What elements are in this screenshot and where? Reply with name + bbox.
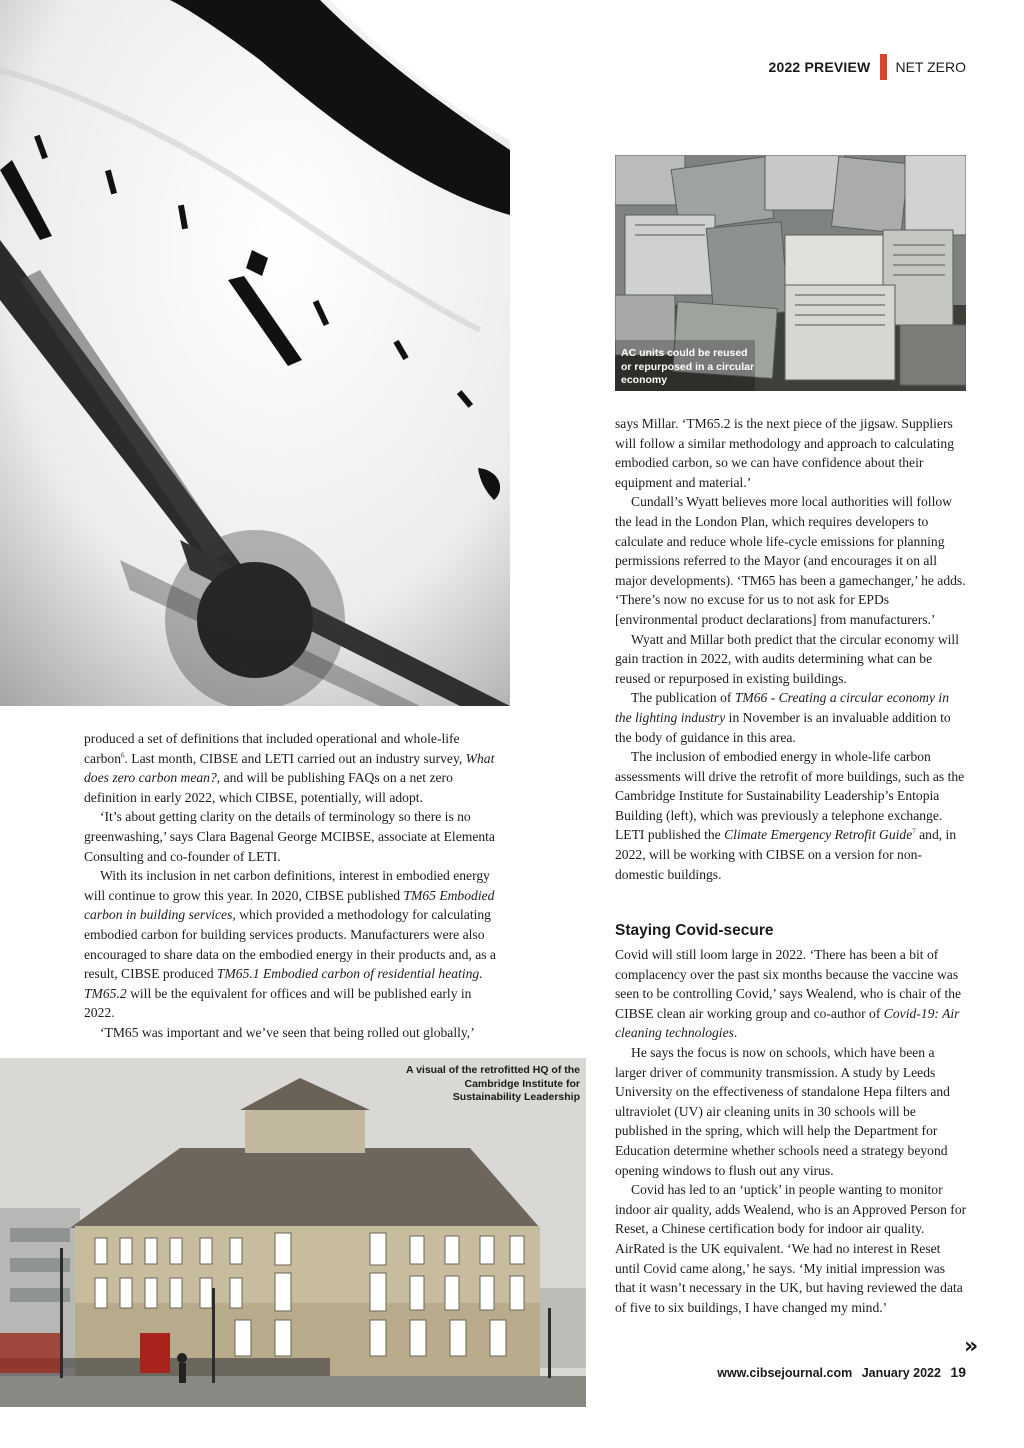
text-run: . (733, 1025, 738, 1041)
publication-title: What does zero carbon mean? (84, 750, 495, 786)
publication-title: TM66 - Creating a circular economy in the lighting industry (615, 690, 950, 725)
website-url[interactable]: www.cibsejournal.com (717, 1366, 853, 1380)
right-column-bottom (615, 945, 967, 1317)
section-label: 2022 PREVIEW (768, 59, 871, 75)
text-run: , which provided a methodology for calculating embodied carbon for building services products. Manufacturers were also encouraged to share data on the embodied energy in their products and, as a result, CIBSE produced (84, 907, 496, 982)
text-run: . Last month, CIBSE and LETI carried out an industry survey, (124, 750, 466, 766)
publication-title: Covid-19: Air cleaning technologies (615, 1005, 960, 1041)
text-run: , and will be publishing FAQs on a net zero definition in early 2022, which CIBSE, potentially, will adopt. (84, 770, 453, 805)
text-run: will be the equivalent for offices and will be published early in 2022. (84, 985, 472, 1021)
paragraph: ‘It’s about getting clarity on the details of terminology so there is no greenwashing,’ says Clara Bagenal George MCIBSE, associate at Elementa Consulting and co-founder of LETI. (84, 809, 495, 864)
text-run: The inclusion of embodied energy in whole-life carbon assessments will drive the retrofit of more buildings, such as the Cambridge Institute for Sustainability Leadership’s Entopia Building (left), which was previously a telephone exchange. LETI published the (615, 749, 965, 843)
paragraph: He says the focus is now on schools, which have been a larger driver of community transmission. A study by Leeds University on the effectiveness of standalone Hepa filters and ultraviolet (UV) air cleaning units in 30 schools will be published in the spring, which will help the Department for Education determine whether schools need a strategy beyond opening windows to flush out any virus. (615, 1044, 950, 1178)
paragraph: says Millar. ‘TM65.2 is the next piece of the jigsaw. Suppliers will follow a similar methodology and approach to calculating embodied carbon, so we can have confidence about their equipment and material.’ (615, 416, 955, 490)
publication-title: TM65 Embodied carbon in building services (84, 887, 495, 923)
paragraph: Cundall’s Wyatt believes more local authorities will follow the lead in the London Plan, which requires developers to calculate and reduce whole life-cycle emissions for planning permissions referred to the Mayor (and encourages it on all major developments). ‘TM65 has been a gamechanger,’ he adds. ‘There’s now no excuse for us to not ask for EPDs [environmental product declarations] from manufacturers.’ (615, 494, 966, 627)
paragraph (84, 729, 504, 807)
building-photo-caption: A visual of the retrofitted HQ of the Cambridge Institute for Sustainability Leadership (405, 1064, 580, 1103)
publication-title: TM65.1 Embodied carbon of residential heating. TM65.2 (84, 966, 483, 1001)
paragraph: ‘TM65 was important and we’ve seen that being rolled out globally,’ (100, 1024, 475, 1040)
paragraph (615, 747, 967, 884)
header-accent-bar (880, 54, 887, 80)
issue-date: January 2022 (861, 1366, 941, 1380)
publication-title: Climate Emergency Retrofit Guide (724, 827, 913, 843)
subheading: Staying Covid-secure (615, 922, 774, 939)
paragraph (615, 945, 967, 1043)
building-photo (0, 1058, 586, 1407)
paragraph (84, 866, 504, 1023)
text-run: and, in 2022, will be working with CIBSE on a version for non-domestic buildings. (615, 827, 957, 882)
text-run: With its inclusion in net carbon definitions, interest in embodied energy will continue to grow this year. In 2020, CIBSE published (84, 868, 490, 903)
paragraph: Wyatt and Millar both predict that the circular economy will gain traction in 2022, with audits determining what can be reused or repurposed in existing buildings. (615, 631, 959, 686)
clock-illustration (0, 0, 510, 706)
page-footer (717, 1364, 966, 1380)
footnote-ref: 7 (912, 827, 916, 836)
page-number: 19 (950, 1364, 966, 1380)
paragraph (615, 688, 967, 747)
left-column (84, 729, 504, 1043)
clock-photo (0, 0, 510, 706)
footnote-ref: 6 (121, 751, 125, 760)
text-run: in November is an invaluable addition to the body of guidance in this area. (615, 709, 951, 745)
right-column-top (615, 414, 967, 884)
text-run: produced a set of definitions that included operational and whole-life carbon (84, 731, 460, 766)
continue-arrow-icon: » (964, 1334, 979, 1359)
building-illustration (0, 1058, 586, 1407)
page-header (768, 56, 966, 78)
text-run: The publication of (631, 690, 735, 706)
ac-photo-caption: AC units could be reused or repurposed in a circular economy (621, 347, 755, 386)
topic-label: NET ZERO (895, 59, 966, 75)
text-run: Covid will still loom large in 2022. ‘There has been a bit of complacency over the past six months because the vaccine was seen to be controlling Covid,’ says Wealend, who is chair of the CIBSE clean air working group and co-author of (615, 947, 962, 1021)
paragraph: Covid has led to an ‘uptick’ in people wanting to monitor indoor air quality, adds Wealend, who is an Approved Person for Reset, a Chinese certification body for indoor air quality. AirRated is the UK equivalent. ‘We had no interest in Reset until Covid came along,’ he says. ‘My initial impression was that it wasn’t necessary in the UK, but having reviewed the data of five to six buildings, I have changed my mind.’ (615, 1182, 967, 1315)
